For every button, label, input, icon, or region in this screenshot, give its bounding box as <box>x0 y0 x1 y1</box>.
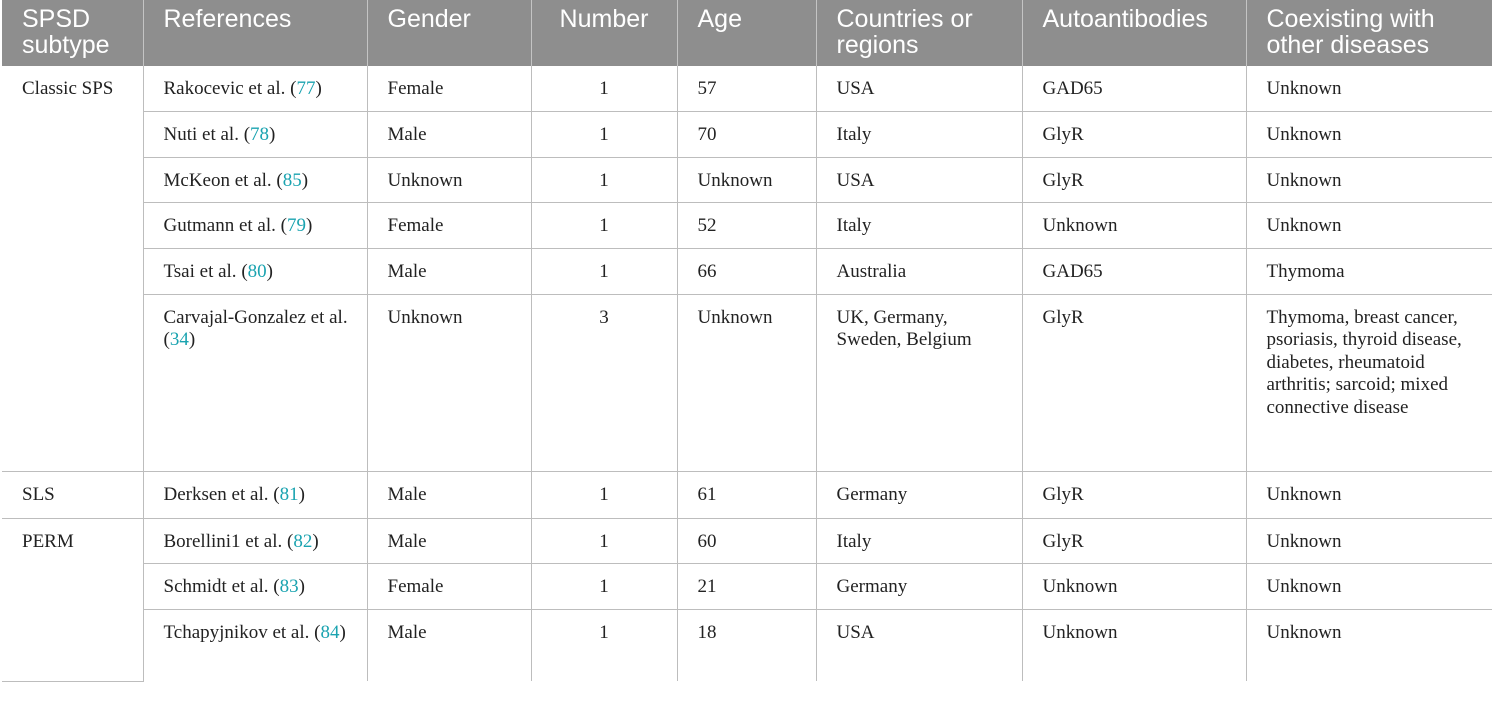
coexisting-cell: Unknown <box>1246 111 1492 157</box>
header-subtype: SPSD subtype <box>2 0 143 66</box>
country-cell: USA <box>816 66 1022 111</box>
country-cell: USA <box>816 609 1022 681</box>
reference-cell: Derksen et al. (81) <box>143 471 367 518</box>
gender-cell: Male <box>367 471 531 518</box>
age-cell: 21 <box>677 563 816 609</box>
age-cell: Unknown <box>677 294 816 471</box>
coexisting-cell: Unknown <box>1246 202 1492 248</box>
gender-cell: Male <box>367 609 531 681</box>
reference-link[interactable]: 83 <box>279 575 299 597</box>
number-cell: 1 <box>531 518 677 563</box>
age-cell: 70 <box>677 111 816 157</box>
autoantibody-cell: GAD65 <box>1022 66 1246 111</box>
number-cell: 1 <box>531 66 677 111</box>
reference-authors: Schmidt et al. <box>163 575 269 597</box>
header-number: Number <box>531 0 677 66</box>
autoantibody-cell: GAD65 <box>1022 248 1246 294</box>
table-row <box>2 157 1492 202</box>
reference-authors: McKeon et al. <box>163 169 272 191</box>
gender-cell: Male <box>367 518 531 563</box>
gender-cell: Male <box>367 248 531 294</box>
subtype-cell: SLS <box>2 471 143 518</box>
gender-cell: Male <box>367 111 531 157</box>
coexisting-cell: Thymoma, breast cancer, psoriasis, thyroid disease, diabetes, rheumatoid arthritis; sarcoid; mixed connective disease <box>1246 294 1492 471</box>
number-cell: 1 <box>531 202 677 248</box>
autoantibody-cell: GlyR <box>1022 111 1246 157</box>
reference-cell: Tchapyjnikov et al. (84) <box>143 609 367 681</box>
number-cell: 1 <box>531 157 677 202</box>
age-cell: 61 <box>677 471 816 518</box>
table-row <box>2 518 1492 563</box>
coexisting-cell: Thymoma <box>1246 248 1492 294</box>
reference-authors: Carvajal-Gonzalez et al. <box>163 306 348 328</box>
number-cell: 1 <box>531 563 677 609</box>
age-cell: 52 <box>677 202 816 248</box>
table-row <box>2 111 1492 157</box>
reference-cell: Schmidt et al. (83) <box>143 563 367 609</box>
reference-authors: Tsai et al. <box>163 260 237 282</box>
age-cell: Unknown <box>677 157 816 202</box>
country-cell: Italy <box>816 202 1022 248</box>
reference-link[interactable]: 77 <box>296 78 316 99</box>
gender-cell: Female <box>367 66 531 111</box>
reference-authors: Rakocevic et al. <box>163 78 286 99</box>
header-autoantibodies: Autoantibodies <box>1022 0 1246 66</box>
country-cell: Italy <box>816 111 1022 157</box>
coexisting-cell: Unknown <box>1246 518 1492 563</box>
table-row <box>2 471 1492 518</box>
table-row <box>2 609 1492 681</box>
reference-link[interactable]: 85 <box>282 169 302 191</box>
country-cell: Italy <box>816 518 1022 563</box>
table-row <box>2 66 1492 111</box>
autoantibody-cell: Unknown <box>1022 563 1246 609</box>
coexisting-cell: Unknown <box>1246 563 1492 609</box>
country-cell: UK, Germany, Sweden, Belgium <box>816 294 1022 471</box>
gender-cell: Unknown <box>367 294 531 471</box>
reference-link[interactable]: 81 <box>279 483 299 505</box>
header-countries: Countries or regions <box>816 0 1022 66</box>
coexisting-cell: Unknown <box>1246 66 1492 111</box>
subtype-cell: PERM <box>2 518 143 681</box>
age-cell: 60 <box>677 518 816 563</box>
number-cell: 1 <box>531 471 677 518</box>
coexisting-cell: Unknown <box>1246 609 1492 681</box>
reference-cell: McKeon et al. (85) <box>143 157 367 202</box>
reference-cell: Nuti et al. (78) <box>143 111 367 157</box>
table-row <box>2 563 1492 609</box>
header-references: References <box>143 0 367 66</box>
autoantibody-cell: GlyR <box>1022 518 1246 563</box>
reference-cell: Tsai et al. (80) <box>143 248 367 294</box>
reference-link[interactable]: 84 <box>320 621 340 643</box>
reference-authors: Tchapyjnikov et al. <box>163 621 310 643</box>
country-cell: Germany <box>816 563 1022 609</box>
autoantibody-cell: GlyR <box>1022 294 1246 471</box>
autoantibody-cell: GlyR <box>1022 471 1246 518</box>
gender-cell: Female <box>367 563 531 609</box>
reference-authors: Borellini1 et al. <box>163 530 283 552</box>
reference-link[interactable]: 34 <box>169 329 189 350</box>
subtype-cell: Classic SPS <box>2 66 143 471</box>
coexisting-cell: Unknown <box>1246 157 1492 202</box>
country-cell: Australia <box>816 248 1022 294</box>
reference-link[interactable]: 79 <box>286 214 306 236</box>
number-cell: 3 <box>531 294 677 471</box>
reference-link[interactable]: 82 <box>293 530 313 552</box>
coexisting-cell: Unknown <box>1246 471 1492 518</box>
reference-cell: Carvajal-Gonzalez et al. (34) <box>143 294 367 471</box>
number-cell: 1 <box>531 248 677 294</box>
gender-cell: Female <box>367 202 531 248</box>
country-cell: USA <box>816 157 1022 202</box>
reference-link[interactable]: 80 <box>247 260 267 282</box>
header-gender: Gender <box>367 0 531 66</box>
reference-cell: Borellini1 et al. (82) <box>143 518 367 563</box>
autoantibody-cell: Unknown <box>1022 609 1246 681</box>
reference-authors: Gutmann et al. <box>163 214 276 236</box>
table-row <box>2 202 1492 248</box>
age-cell: 57 <box>677 66 816 111</box>
reference-cell: Rakocevic et al. (77) <box>143 66 367 111</box>
autoantibody-cell: GlyR <box>1022 157 1246 202</box>
number-cell: 1 <box>531 111 677 157</box>
header-coexisting: Coexisting with other diseases <box>1246 0 1492 66</box>
autoantibody-cell: Unknown <box>1022 202 1246 248</box>
gender-cell: Unknown <box>367 157 531 202</box>
age-cell: 66 <box>677 248 816 294</box>
country-cell: Germany <box>816 471 1022 518</box>
reference-cell: Gutmann et al. (79) <box>143 202 367 248</box>
reference-authors: Nuti et al. <box>163 123 239 145</box>
reference-authors: Derksen et al. <box>163 483 269 505</box>
reference-link[interactable]: 78 <box>250 123 270 145</box>
age-cell: 18 <box>677 609 816 681</box>
header-row <box>2 0 1492 66</box>
spsd-cases-table <box>2 0 1492 682</box>
table-row <box>2 294 1492 471</box>
number-cell: 1 <box>531 609 677 681</box>
table-row <box>2 248 1492 294</box>
header-age: Age <box>677 0 816 66</box>
